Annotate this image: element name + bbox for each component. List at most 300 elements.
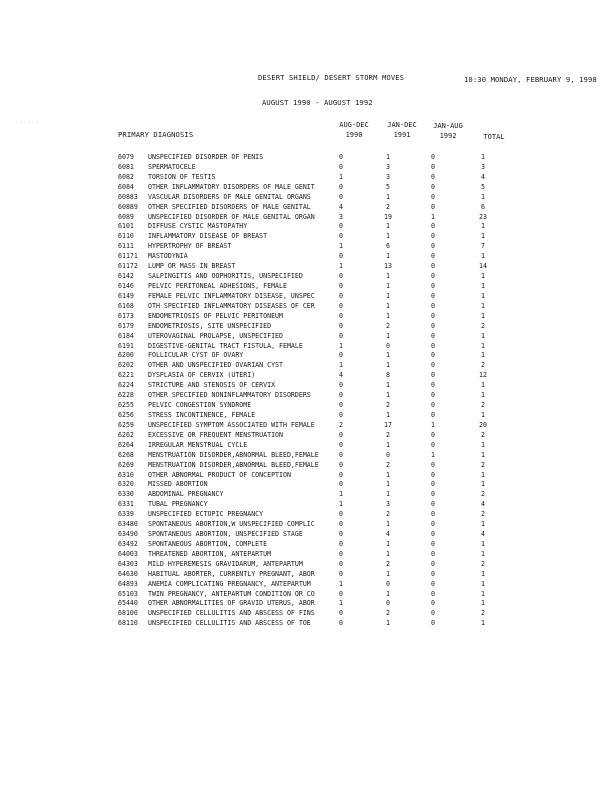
table-row (0, 490, 611, 500)
table-row (0, 173, 611, 183)
diagnosis-description: ENDOMETRIOSIS, SITE UNSPECIFIED (148, 321, 272, 330)
count-jan-aug-1992: 0 (431, 291, 435, 300)
count-aug-dec-1990: 0 (339, 162, 343, 171)
count-jan-aug-1992: 0 (431, 371, 435, 380)
count-jan-dec-1991: 6 (386, 242, 390, 251)
count-jan-dec-1991: 3 (386, 500, 390, 509)
table-row (0, 193, 611, 203)
diagnosis-code: 65440 (118, 599, 138, 608)
count-jan-aug-1992: 0 (431, 242, 435, 251)
count-jan-dec-1991: 1 (386, 291, 390, 300)
table-row (0, 163, 611, 173)
count-total: 1 (481, 351, 485, 360)
count-total: 23 (479, 212, 487, 221)
table-row (0, 153, 611, 163)
count-jan-aug-1992: 0 (431, 430, 435, 439)
column-header-line: JAN-AUG (433, 122, 463, 130)
count-jan-aug-1992: 0 (431, 500, 435, 509)
table-row (0, 580, 611, 590)
table-row (0, 351, 611, 361)
count-jan-dec-1991: 19 (384, 212, 392, 221)
count-total: 1 (481, 222, 485, 231)
count-jan-aug-1992: 0 (431, 539, 435, 548)
diagnosis-code: 6179 (118, 321, 134, 330)
count-total: 2 (481, 460, 485, 469)
count-jan-aug-1992: 0 (431, 162, 435, 171)
count-aug-dec-1990: 3 (339, 212, 343, 221)
table-row (0, 381, 611, 391)
count-jan-dec-1991: 1 (386, 311, 390, 320)
diagnosis-code: 6224 (118, 381, 134, 390)
diagnosis-description: VASCULAR DISORDERS OF MALE GENITAL ORGANS (148, 192, 311, 201)
count-aug-dec-1990: 0 (339, 440, 343, 449)
count-total: 1 (481, 450, 485, 459)
count-total: 20 (479, 420, 487, 429)
diagnosis-code: 6079 (118, 153, 134, 161)
count-jan-aug-1992: 0 (431, 331, 435, 340)
count-jan-dec-1991: 1 (386, 252, 390, 261)
table-row (0, 272, 611, 282)
diagnosis-description: MENSTRUATION DISORDER,ABNORMAL BLEED,FEMALE (148, 450, 319, 459)
diagnosis-code: 6082 (118, 172, 134, 181)
count-jan-aug-1992: 0 (431, 460, 435, 469)
diagnosis-description: SPONTANEOUS ABORTION, UNSPECIFIED STAGE (148, 530, 303, 539)
count-jan-aug-1992: 0 (431, 232, 435, 241)
count-jan-aug-1992: 0 (431, 252, 435, 261)
diagnosis-description: INFLAMMATORY DISEASE OF BREAST (148, 232, 268, 241)
report-period: AUGUST 1990 - AUGUST 1992 (262, 98, 373, 107)
table-row (0, 421, 611, 431)
count-jan-dec-1991: 0 (386, 579, 390, 588)
count-jan-dec-1991: 2 (386, 510, 390, 519)
diagnosis-description: FOLLICULAR CYST OF OVARY (148, 351, 244, 360)
diagnosis-code: 6259 (118, 420, 134, 429)
diagnosis-description: UNSPECIFIED CELLULITIS AND ABSCESS OF TOE (148, 619, 311, 628)
count-jan-aug-1992: 0 (431, 609, 435, 618)
table-row (0, 391, 611, 401)
table-row (0, 431, 611, 441)
column-header-line: 1990 (345, 131, 363, 139)
count-jan-dec-1991: 4 (386, 530, 390, 539)
count-jan-aug-1992: 0 (431, 311, 435, 320)
diagnosis-description: MASTODYNIA (148, 252, 188, 261)
table-row (0, 183, 611, 193)
count-aug-dec-1990: 1 (339, 599, 343, 608)
count-total: 2 (481, 490, 485, 499)
count-total: 12 (479, 371, 487, 380)
count-aug-dec-1990: 0 (339, 232, 343, 241)
count-aug-dec-1990: 0 (339, 619, 343, 628)
count-jan-aug-1992: 0 (431, 410, 435, 419)
count-jan-aug-1992: 0 (431, 153, 435, 161)
table-row (0, 232, 611, 242)
count-jan-aug-1992: 1 (431, 450, 435, 459)
count-jan-aug-1992: 0 (431, 520, 435, 529)
count-aug-dec-1990: 2 (339, 420, 343, 429)
count-jan-aug-1992: 0 (431, 321, 435, 330)
diagnosis-code: 6111 (118, 242, 134, 251)
count-aug-dec-1990: 1 (339, 361, 343, 370)
report-title: DESERT SHIELD/ DESERT STORM MOVES (258, 73, 405, 82)
count-jan-dec-1991: 13 (384, 262, 392, 271)
count-aug-dec-1990: 0 (339, 301, 343, 310)
count-aug-dec-1990: 0 (339, 460, 343, 469)
diagnosis-description: UNSPECIFIED ECTOPIC PREGNANCY (148, 510, 264, 519)
count-total: 1 (481, 311, 485, 320)
count-aug-dec-1990: 0 (339, 153, 343, 161)
run-timestamp: 10:30 MONDAY, FEBRUARY 9, 1998 (464, 75, 597, 84)
count-aug-dec-1990: 0 (339, 450, 343, 459)
count-jan-dec-1991: 1 (386, 351, 390, 360)
count-aug-dec-1990: 0 (339, 222, 343, 231)
diagnosis-description: DIFFUSE CYSTIC MASTOPATHY (148, 222, 248, 231)
count-total: 14 (479, 262, 487, 271)
table-row (0, 451, 611, 461)
count-aug-dec-1990: 0 (339, 182, 343, 191)
count-jan-dec-1991: 1 (386, 589, 390, 598)
diagnosis-description: STRESS INCONTINENCE, FEMALE (148, 410, 256, 419)
table-row (0, 461, 611, 471)
diagnosis-code: 6202 (118, 361, 134, 370)
diagnosis-code: 6264 (118, 440, 134, 449)
diagnosis-description: UNSPECIFIED DISORDER OF MALE GENITAL ORGAN (148, 212, 315, 221)
count-aug-dec-1990: 0 (339, 480, 343, 489)
count-aug-dec-1990: 0 (339, 470, 343, 479)
count-total: 1 (481, 599, 485, 608)
table-row (0, 510, 611, 520)
count-jan-dec-1991: 1 (386, 391, 390, 400)
count-total: 2 (481, 361, 485, 370)
diagnosis-code: 6110 (118, 232, 134, 241)
column-header-jan-aug-1992 (428, 121, 468, 141)
diagnosis-description: SPERMATOCELE (148, 162, 196, 171)
diagnosis-code: 6339 (118, 510, 134, 519)
table-row (0, 242, 611, 252)
count-total: 7 (481, 242, 485, 251)
diagnosis-code: 6146 (118, 281, 134, 290)
count-total: 1 (481, 252, 485, 261)
table-row (0, 371, 611, 381)
diagnosis-code: 64303 (118, 559, 138, 568)
count-jan-aug-1992: 0 (431, 470, 435, 479)
count-jan-aug-1992: 1 (431, 420, 435, 429)
count-total: 4 (481, 500, 485, 509)
count-aug-dec-1990: 0 (339, 510, 343, 519)
count-jan-dec-1991: 2 (386, 559, 390, 568)
column-header-line: 1992 (439, 132, 457, 140)
count-total: 2 (481, 401, 485, 410)
count-jan-dec-1991: 1 (386, 222, 390, 231)
diagnosis-description: MILD HYPEREMESIS GRAVIDARUM, ANTEPARTUM (148, 559, 303, 568)
diagnosis-code: 68100 (118, 609, 138, 618)
count-aug-dec-1990: 0 (339, 539, 343, 548)
diagnosis-description: ABDOMINAL PREGNANCY (148, 490, 224, 499)
table-row (0, 361, 611, 371)
diagnosis-description: SPONTANEOUS ABORTION, COMPLETE (148, 539, 268, 548)
count-jan-aug-1992: 0 (431, 530, 435, 539)
count-total: 1 (481, 391, 485, 400)
count-jan-aug-1992: 0 (431, 222, 435, 231)
count-jan-dec-1991: 0 (386, 599, 390, 608)
diagnosis-description: OTHER ABNORMALITIES OF GRAVID UTERUS, ABOR (148, 599, 315, 608)
diagnosis-code: 6200 (118, 351, 134, 360)
table-row (0, 282, 611, 292)
count-jan-dec-1991: 3 (386, 172, 390, 181)
diagnosis-description: ANEMIA COMPLICATING PREGNANCY, ANTEPARTUM (148, 579, 311, 588)
diagnosis-description: EXCESSIVE OR FREQUENT MENSTRUATION (148, 430, 283, 439)
table-row (0, 342, 611, 352)
table-row (0, 312, 611, 322)
count-jan-dec-1991: 2 (386, 609, 390, 618)
diagnosis-code: 6168 (118, 301, 134, 310)
count-total: 1 (481, 569, 485, 578)
count-jan-dec-1991: 1 (386, 520, 390, 529)
count-jan-dec-1991: 2 (386, 321, 390, 330)
table-row (0, 530, 611, 540)
diagnosis-description: MISSED ABORTION (148, 480, 208, 489)
count-jan-dec-1991: 0 (386, 450, 390, 459)
table-row (0, 332, 611, 342)
count-jan-aug-1992: 0 (431, 281, 435, 290)
count-total: 2 (481, 510, 485, 519)
diagnosis-code: 60889 (118, 202, 138, 211)
count-jan-aug-1992: 0 (431, 480, 435, 489)
count-total: 1 (481, 301, 485, 310)
count-aug-dec-1990: 1 (339, 341, 343, 350)
count-jan-dec-1991: 1 (386, 470, 390, 479)
count-jan-dec-1991: 1 (386, 410, 390, 419)
count-total: 1 (481, 539, 485, 548)
table-row (0, 471, 611, 481)
count-total: 2 (481, 430, 485, 439)
count-jan-aug-1992: 0 (431, 619, 435, 628)
count-total: 1 (481, 579, 485, 588)
count-total: 1 (481, 272, 485, 281)
diagnosis-description: MENSTRUATION DISORDER,ABNORMAL BLEED,FEMALE (148, 460, 319, 469)
count-aug-dec-1990: 1 (339, 490, 343, 499)
count-total: 2 (481, 609, 485, 618)
count-jan-aug-1992: 0 (431, 341, 435, 350)
diagnosis-description: IRREGULAR MENSTRUAL CYCLE (148, 440, 248, 449)
count-aug-dec-1990: 4 (339, 371, 343, 380)
count-jan-dec-1991: 1 (386, 480, 390, 489)
count-jan-aug-1992: 0 (431, 262, 435, 271)
count-total: 1 (481, 619, 485, 628)
count-jan-dec-1991: 2 (386, 202, 390, 211)
count-jan-aug-1992: 0 (431, 579, 435, 588)
count-aug-dec-1990: 1 (339, 262, 343, 271)
count-total: 1 (481, 381, 485, 390)
table-row (0, 322, 611, 332)
diagnosis-description: SPONTANEOUS ABORTION,W UNSPECIFIED COMPLIC (148, 520, 315, 529)
count-total: 2 (481, 321, 485, 330)
count-jan-dec-1991: 1 (386, 361, 390, 370)
table-row (0, 262, 611, 272)
count-jan-aug-1992: 0 (431, 440, 435, 449)
count-aug-dec-1990: 0 (339, 351, 343, 360)
count-aug-dec-1990: 0 (339, 569, 343, 578)
diagnosis-code: 64003 (118, 549, 138, 558)
count-total: 1 (481, 549, 485, 558)
diagnosis-code: 6081 (118, 162, 134, 171)
diagnosis-code: 6142 (118, 272, 134, 281)
count-aug-dec-1990: 0 (339, 530, 343, 539)
count-jan-dec-1991: 1 (386, 440, 390, 449)
diagnosis-code: 6310 (118, 470, 134, 479)
table-row (0, 401, 611, 411)
count-total: 6 (481, 202, 485, 211)
column-header-line: AUG-DEC (339, 121, 369, 129)
table-row (0, 550, 611, 560)
count-jan-aug-1992: 0 (431, 599, 435, 608)
count-aug-dec-1990: 0 (339, 381, 343, 390)
count-total: 4 (481, 172, 485, 181)
column-header-line: 1991 (393, 131, 411, 139)
column-header-jan-dec-1991 (382, 120, 422, 140)
count-jan-dec-1991: 8 (386, 371, 390, 380)
count-jan-dec-1991: 1 (386, 272, 390, 281)
diagnosis-description: HABITUAL ABORTER, CURRENTLY PREGNANT, ABOR (148, 569, 315, 578)
table-row (0, 441, 611, 451)
table-row (0, 599, 611, 609)
count-aug-dec-1990: 0 (339, 520, 343, 529)
diagnosis-description: DYSPLASIA OF CERVIX (UTERI) (148, 371, 256, 380)
diagnosis-code: 63492 (118, 539, 138, 548)
count-aug-dec-1990: 0 (339, 252, 343, 261)
diagnosis-description: DIGESTIVE-GENITAL TRACT FISTULA, FEMALE (148, 341, 303, 350)
count-jan-dec-1991: 1 (386, 490, 390, 499)
count-jan-dec-1991: 2 (386, 430, 390, 439)
count-total: 1 (481, 192, 485, 201)
table-row (0, 480, 611, 490)
count-aug-dec-1990: 1 (339, 579, 343, 588)
diagnosis-description: OTHER SPECIFIED DISORDERS OF MALE GENITAL (148, 202, 311, 211)
diagnosis-description: UNSPECIFIED SYMPTOM ASSOCIATED WITH FEMALE (148, 420, 315, 429)
diagnosis-description: PELVIC PERITONEAL ADHESIONS, FEMALE (148, 281, 287, 290)
table-row (0, 609, 611, 619)
table-row (0, 500, 611, 510)
diagnosis-code: 6184 (118, 331, 134, 340)
margin-smudge: · · · (20, 120, 41, 126)
count-jan-aug-1992: 0 (431, 490, 435, 499)
count-total: 1 (481, 341, 485, 350)
diagnosis-code: 6256 (118, 410, 134, 419)
diagnosis-code: 6089 (118, 212, 134, 221)
table-row (0, 222, 611, 232)
count-total: 3 (481, 162, 485, 171)
diagnosis-description: THREATENED ABORTION, ANTEPARTUM (148, 549, 272, 558)
diagnosis-description: UNSPECIFIED DISORDER OF PENIS (148, 153, 264, 161)
count-aug-dec-1990: 0 (339, 331, 343, 340)
diagnosis-description: STRICTURE AND STENOSIS OF CERVIX (148, 381, 276, 390)
diagnosis-code: 6149 (118, 291, 134, 300)
table-row (0, 520, 611, 530)
table-row (0, 213, 611, 223)
count-jan-aug-1992: 0 (431, 361, 435, 370)
column-header-line: JAN-DEC (387, 121, 417, 129)
count-aug-dec-1990: 0 (339, 321, 343, 330)
diagnosis-code: 6191 (118, 341, 134, 350)
column-header-total: TOTAL (483, 133, 505, 141)
count-aug-dec-1990: 0 (339, 391, 343, 400)
count-total: 1 (481, 470, 485, 479)
diagnosis-description: UTEROVAGINAL PROLAPSE, UNSPECIFIED (148, 331, 283, 340)
diagnosis-code: 6221 (118, 371, 134, 380)
count-total: 1 (481, 440, 485, 449)
count-aug-dec-1990: 0 (339, 559, 343, 568)
count-aug-dec-1990: 4 (339, 202, 343, 211)
count-total: 1 (481, 232, 485, 241)
diagnosis-description: OTHER SPECIFIED NONINFLAMMATORY DISORDERS (148, 391, 311, 400)
diagnosis-code: 6101 (118, 222, 134, 231)
count-aug-dec-1990: 0 (339, 430, 343, 439)
count-jan-dec-1991: 3 (386, 162, 390, 171)
diagnosis-code: 6331 (118, 500, 134, 509)
table-row (0, 590, 611, 600)
diagnosis-code: 6268 (118, 450, 134, 459)
count-jan-aug-1992: 0 (431, 381, 435, 390)
count-jan-aug-1992: 0 (431, 351, 435, 360)
count-total: 1 (481, 291, 485, 300)
count-total: 2 (481, 559, 485, 568)
count-aug-dec-1990: 0 (339, 291, 343, 300)
count-jan-dec-1991: 17 (384, 420, 392, 429)
count-jan-dec-1991: 1 (386, 619, 390, 628)
count-jan-dec-1991: 2 (386, 460, 390, 469)
diagnosis-code: 6173 (118, 311, 134, 320)
count-aug-dec-1990: 1 (339, 172, 343, 181)
count-jan-aug-1992: 0 (431, 401, 435, 410)
count-jan-dec-1991: 1 (386, 331, 390, 340)
count-aug-dec-1990: 0 (339, 281, 343, 290)
diagnosis-description: TWIN PREGNANCY, ANTEPARTUM CONDITION OR CO (148, 589, 315, 598)
count-jan-aug-1992: 0 (431, 559, 435, 568)
count-aug-dec-1990: 0 (339, 311, 343, 320)
diagnosis-code: 6228 (118, 391, 134, 400)
count-total: 1 (481, 281, 485, 290)
count-jan-aug-1992: 0 (431, 391, 435, 400)
table-row (0, 560, 611, 570)
count-jan-dec-1991: 2 (386, 401, 390, 410)
count-total: 1 (481, 331, 485, 340)
diagnosis-description: ENDOMETRIOSIS OF PELVIC PERITONEUM (148, 311, 283, 320)
diagnosis-code: 63480 (118, 520, 138, 529)
diagnosis-code: 6320 (118, 480, 134, 489)
count-jan-dec-1991: 1 (386, 281, 390, 290)
column-header-aug-dec-1990 (334, 120, 374, 140)
count-jan-dec-1991: 1 (386, 192, 390, 201)
diagnosis-code: 64630 (118, 569, 138, 578)
diagnosis-description: OTH SPECIFIED INFLAMMATORY DISEASES OF CER (148, 301, 315, 310)
diagnosis-code: 61171 (118, 252, 138, 261)
count-jan-dec-1991: 1 (386, 153, 390, 161)
diagnosis-description: TUBAL PREGNANCY (148, 500, 208, 509)
diagnosis-table (0, 153, 611, 629)
count-jan-aug-1992: 0 (431, 192, 435, 201)
count-jan-aug-1992: 1 (431, 212, 435, 221)
diagnosis-description: FEMALE PELVIC INFLAMMATORY DISEASE, UNSPEC (148, 291, 315, 300)
count-total: 5 (481, 182, 485, 191)
count-jan-dec-1991: 1 (386, 381, 390, 390)
diagnosis-code: 60883 (118, 192, 138, 201)
count-total: 1 (481, 520, 485, 529)
count-aug-dec-1990: 0 (339, 401, 343, 410)
table-row (0, 570, 611, 580)
count-total: 1 (481, 153, 485, 161)
count-jan-aug-1992: 0 (431, 589, 435, 598)
count-aug-dec-1990: 0 (339, 192, 343, 201)
diagnosis-code: 6262 (118, 430, 134, 439)
